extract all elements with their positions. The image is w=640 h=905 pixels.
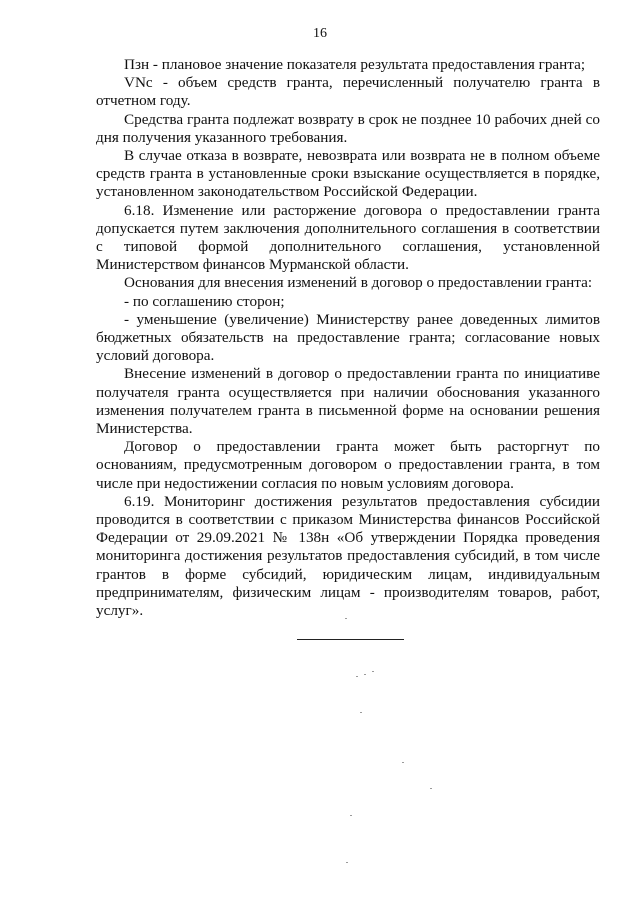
- paragraph-refusal-recovery: В случае отказа в возврате, невозврата или возврата не в полном объеме средств гранта в установленные сроки взыскание осуществляется в порядке, установленном законодательством Российской Федерации.: [96, 147, 600, 201]
- paragraph-return-deadline: Средства гранта подлежат возврату в срок не позднее 10 рабочих дней со дня получения указанного требования.: [96, 110, 600, 146]
- document-body: [96, 56, 600, 620]
- scan-speck: [372, 671, 374, 672]
- scan-speck: [430, 788, 432, 789]
- end-divider-line: [297, 639, 404, 640]
- paragraph-termination: Договор о предоставлении гранта может быть расторгнут по основаниям, предусмотренным договором о предоставлении гранта, в том числе при недостижении согласия по новым условиям договора.: [96, 438, 600, 492]
- list-item-limits-change: - уменьшение (увеличение) Министерству ранее доведенных лимитов бюджетных обязательств на предоставление гранта; согласование новых условий договора.: [96, 310, 600, 365]
- scan-speck: [364, 674, 366, 675]
- scan-speck: [402, 762, 404, 763]
- page-number: 16: [313, 26, 327, 41]
- scan-speck: [350, 815, 352, 816]
- paragraph-6-18: 6.18. Изменение или расторжение договора о предоставлении гранта допускается путем заключения дополнительного соглашения в соответствии с типовой формой дополнительного соглашения, установленной Министерством финансов Мурманской области.: [96, 201, 600, 274]
- paragraph-pzn-definition: Пзн - плановое значение показателя результата предоставления гранта;: [124, 56, 586, 73]
- scan-speck: [345, 618, 347, 619]
- scan-speck: [346, 862, 348, 863]
- scan-speck: [356, 676, 358, 677]
- list-item-agreement: - по соглашению сторон;: [124, 292, 285, 310]
- paragraph-6-19: 6.19. Мониторинг достижения результатов предоставления субсидии проводится в соответствии с приказом Министерства финансов Российской Федерации от 29.09.2021 № 138н «Об утверждении Порядка проведения мониторинга достижения результатов предоставления субсидий, в том числе грантов в форме субсидий, юридическим лицам, индивидуальным предпринимателям, физическим лицам - производителям товаров, работ, услуг».: [96, 492, 600, 620]
- paragraph-vnc-definition: VNc - объем средств гранта, перечисленный получателю гранта в отчетном году.: [96, 74, 600, 110]
- paragraph-initiative-changes: Внесение изменений в договор о предоставлении гранта по инициативе получателя гранта осуществляется при наличии обоснования указанного изменения получателем гранта в письменной форме на основании решения Министерства.: [96, 365, 600, 438]
- paragraph-grounds-heading: Основания для внесения изменений в договор о предоставлении гранта:: [124, 274, 593, 292]
- scan-speck: [360, 712, 362, 713]
